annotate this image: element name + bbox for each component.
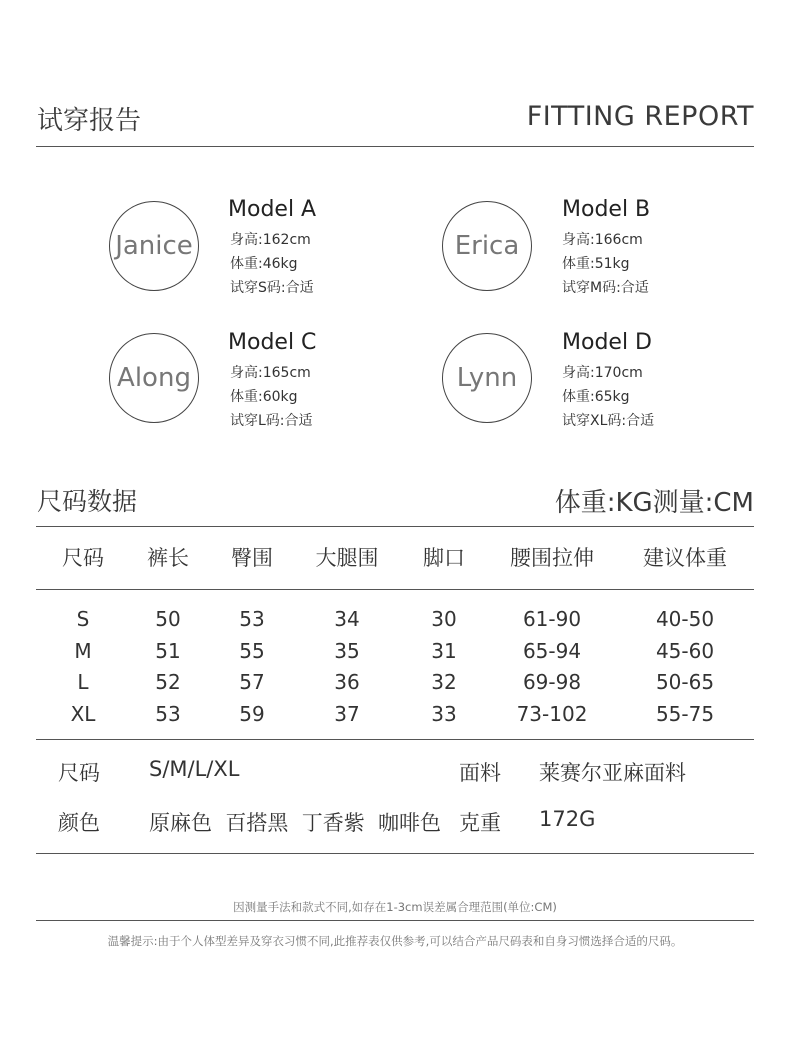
table-cell: 55-75 [655, 702, 715, 726]
model-b-name: Model B [562, 197, 651, 222]
table-cell: 30 [431, 607, 457, 631]
table-cell: 55 [239, 639, 265, 663]
model-a-nickname: Janice [115, 231, 193, 261]
model-c-fit: 试穿L码:合适 [230, 413, 313, 429]
col-header-length: 裤长 [147, 546, 189, 570]
model-c-height: 身高:165cm [230, 365, 311, 381]
fabric-weight-label: 克重 [459, 811, 501, 835]
model-a-name: Model A [228, 197, 317, 222]
model-b-nickname: Erica [454, 231, 520, 261]
model-a-height: 身高:162cm [230, 232, 311, 248]
model-d-nickname: Lynn [456, 363, 518, 393]
col-header-suggested-weight: 建议体重 [643, 546, 727, 570]
table-cell: M [74, 639, 92, 663]
table-cell: 45-60 [655, 639, 715, 663]
model-c-nickname: Along [117, 363, 191, 393]
table-cell: 51 [155, 639, 181, 663]
table-cell: 69-98 [522, 670, 582, 694]
table-bottom-divider [36, 739, 754, 740]
fabric-value: 莱赛尔亚麻面料 [539, 761, 686, 785]
report-title-cn: 试穿报告 [37, 106, 142, 136]
size-section-units: 体重:KG测量:CM [554, 488, 754, 518]
model-d-height: 身高:170cm [562, 365, 643, 381]
table-cell: 61-90 [522, 607, 582, 631]
model-a-fit: 试穿S码:合适 [230, 280, 314, 296]
model-d-weight: 体重:65kg [562, 389, 630, 405]
table-cell: 50 [155, 607, 181, 631]
model-c-weight: 体重:60kg [230, 389, 298, 405]
model-d-avatar [442, 333, 532, 423]
color-value: 原麻色 百搭黑 丁香紫 咖啡色 [149, 811, 442, 835]
model-c-name: Model C [228, 330, 317, 355]
table-cell: 53 [239, 607, 265, 631]
model-b-fit: 试穿M码:合适 [562, 280, 649, 296]
table-cell: 57 [239, 670, 265, 694]
table-cell: 33 [431, 702, 457, 726]
size-section-title: 尺码数据 [37, 487, 138, 516]
table-cell: XL [70, 702, 96, 726]
info-bottom-divider [36, 853, 754, 854]
size-value: S/M/L/XL [149, 757, 240, 781]
report-title-en: FITTING REPORT [526, 101, 754, 132]
table-cell: 31 [431, 639, 457, 663]
col-header-thigh: 大腿围 [315, 546, 379, 570]
model-c-avatar [109, 333, 199, 423]
model-b-height: 身高:166cm [562, 232, 643, 248]
model-b-avatar [442, 201, 532, 291]
model-a-weight: 体重:46kg [230, 256, 298, 272]
table-header-divider [36, 589, 754, 590]
model-d-fit: 试穿XL码:合适 [562, 413, 655, 429]
table-cell: 37 [334, 702, 360, 726]
measurement-note: 因测量手法和款式不同,如存在1-3cm误差属合理范围(单位:CM) [233, 900, 557, 914]
model-b-weight: 体重:51kg [562, 256, 630, 272]
col-header-size: 尺码 [62, 546, 104, 570]
table-cell: 36 [334, 670, 360, 694]
table-cell: 53 [155, 702, 181, 726]
table-cell: 50-65 [655, 670, 715, 694]
col-header-waist-stretch: 腰围拉伸 [510, 546, 594, 570]
table-cell: 32 [431, 670, 457, 694]
size-section-divider [36, 526, 754, 527]
model-a-avatar [109, 201, 199, 291]
table-cell: S [76, 607, 90, 631]
notes-divider [36, 920, 754, 921]
fabric-label: 面料 [459, 761, 501, 785]
col-header-leg-opening: 脚口 [423, 546, 465, 570]
table-cell: 59 [239, 702, 265, 726]
col-header-hip: 臀围 [231, 546, 273, 570]
table-cell: 40-50 [655, 607, 715, 631]
table-cell: 73-102 [516, 702, 588, 726]
table-cell: 65-94 [522, 639, 582, 663]
table-cell: 52 [155, 670, 181, 694]
table-cell: L [77, 670, 89, 694]
table-cell: 34 [334, 607, 360, 631]
size-label: 尺码 [58, 761, 100, 785]
fabric-weight-value: 172G [539, 807, 596, 831]
table-cell: 35 [334, 639, 360, 663]
fitting-tip-note: 温馨提示:由于个人体型差异及穿衣习惯不同,此推荐表仅供参考,可以结合产品尺码表和自身习惯选择合适的尺码。 [107, 934, 683, 948]
color-label: 颜色 [58, 811, 100, 835]
model-d-name: Model D [562, 330, 652, 355]
header-divider [36, 146, 754, 147]
